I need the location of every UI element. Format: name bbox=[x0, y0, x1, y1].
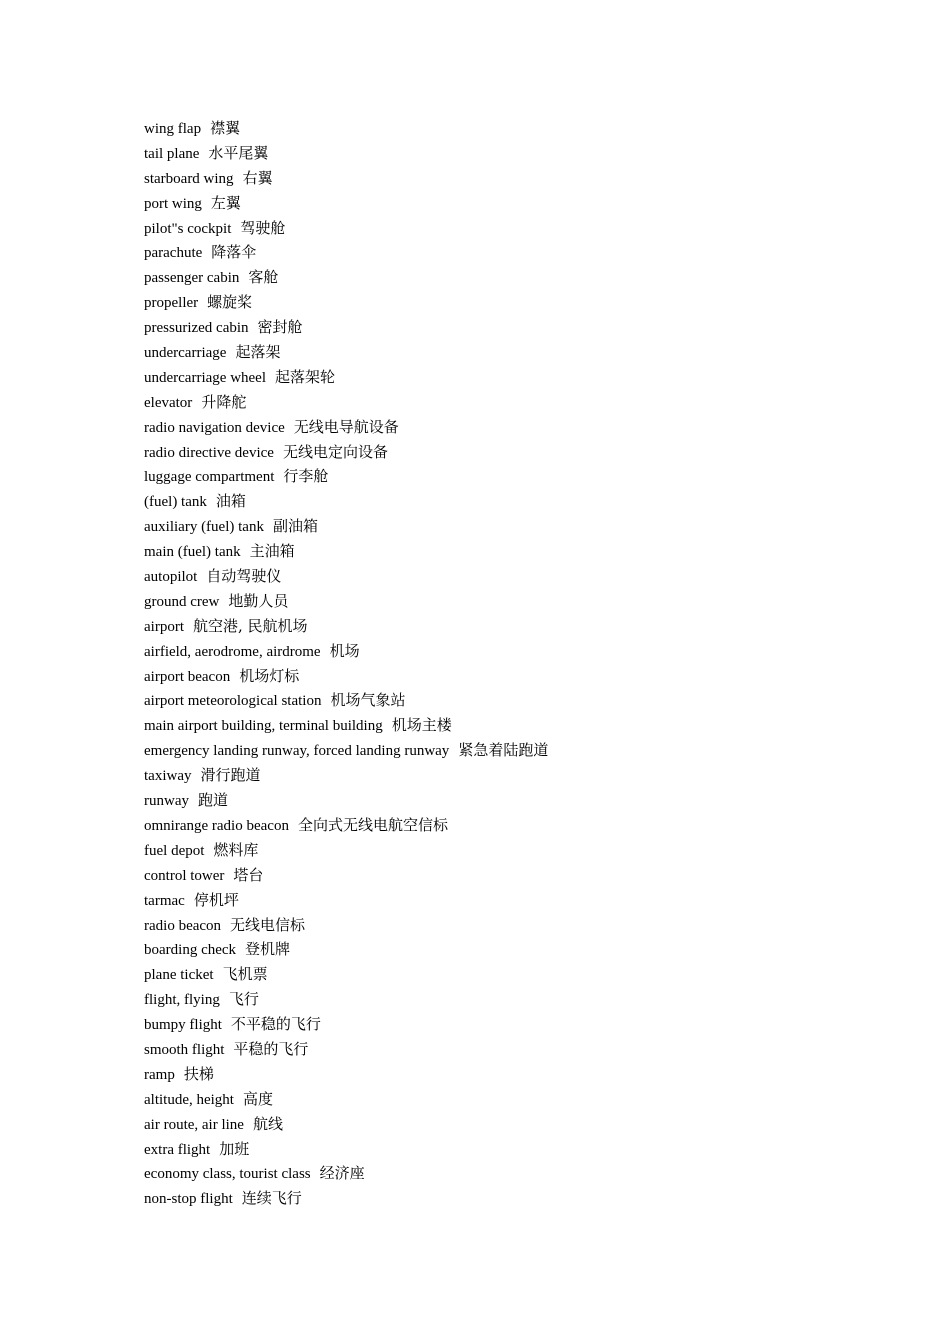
english-term: elevator bbox=[144, 394, 193, 411]
chinese-translation: 无线电定向设备 bbox=[282, 442, 388, 461]
english-term: port wing bbox=[144, 195, 202, 212]
english-term: omnirange radio beacon bbox=[144, 817, 289, 834]
chinese-translation: 燃料库 bbox=[213, 840, 259, 859]
english-term: control tower bbox=[144, 867, 225, 884]
chinese-translation: 机场灯标 bbox=[239, 666, 300, 685]
chinese-translation: 连续飞行 bbox=[241, 1189, 302, 1208]
english-term: propeller bbox=[144, 295, 199, 312]
chinese-translation: 跑道 bbox=[198, 791, 229, 810]
glossary-entry bbox=[144, 763, 548, 788]
glossary-entry bbox=[144, 166, 548, 191]
chinese-translation: 航空港, 民航机场 bbox=[192, 616, 308, 635]
chinese-translation: 飞机票 bbox=[222, 965, 268, 984]
glossary-entry bbox=[144, 913, 548, 938]
chinese-translation: 塔台 bbox=[233, 865, 264, 884]
english-term: starboard wing bbox=[144, 170, 234, 187]
chinese-translation: 经济座 bbox=[319, 1164, 365, 1183]
chinese-translation: 不平稳的飞行 bbox=[230, 1015, 321, 1034]
english-term: autopilot bbox=[144, 569, 198, 586]
glossary-entry bbox=[144, 1037, 548, 1062]
glossary-entry bbox=[144, 813, 548, 838]
english-term: boarding check bbox=[144, 942, 237, 959]
glossary-entry bbox=[144, 688, 548, 713]
chinese-translation: 副油箱 bbox=[272, 517, 318, 536]
english-term: air route, air line bbox=[144, 1116, 244, 1133]
english-term: pilot"s cockpit bbox=[144, 220, 232, 237]
english-term: (fuel) tank bbox=[144, 494, 207, 511]
glossary-list bbox=[144, 116, 548, 1211]
chinese-translation: 密封舱 bbox=[257, 318, 303, 337]
chinese-translation: 登机牌 bbox=[245, 940, 291, 959]
chinese-translation: 扶梯 bbox=[183, 1064, 214, 1083]
chinese-translation: 机场气象站 bbox=[330, 691, 406, 710]
english-term: altitude, height bbox=[144, 1091, 234, 1108]
chinese-translation: 滑行跑道 bbox=[200, 766, 261, 785]
glossary-entry bbox=[144, 962, 548, 987]
english-term: economy class, tourist class bbox=[144, 1166, 311, 1183]
chinese-translation: 加班 bbox=[219, 1139, 250, 1158]
glossary-entry bbox=[144, 838, 548, 863]
english-term: extra flight bbox=[144, 1141, 211, 1158]
glossary-entry bbox=[144, 788, 548, 813]
glossary-entry bbox=[144, 987, 548, 1012]
chinese-translation: 航线 bbox=[252, 1114, 283, 1133]
chinese-translation: 主油箱 bbox=[249, 542, 295, 561]
english-term: flight, flying bbox=[144, 992, 220, 1009]
chinese-translation: 螺旋桨 bbox=[207, 293, 253, 312]
glossary-entry bbox=[144, 937, 548, 962]
english-term: airport meteorological station bbox=[144, 693, 322, 710]
english-term: auxiliary (fuel) tank bbox=[144, 519, 264, 536]
chinese-translation: 飞行 bbox=[228, 990, 259, 1009]
english-term: fuel depot bbox=[144, 842, 205, 859]
chinese-translation: 襟翼 bbox=[210, 119, 241, 137]
glossary-entry bbox=[144, 489, 548, 514]
english-term: airfield, aerodrome, airdrome bbox=[144, 643, 321, 660]
english-term: tail plane bbox=[144, 145, 200, 162]
glossary-entry bbox=[144, 216, 548, 241]
english-term: plane ticket bbox=[144, 967, 214, 984]
glossary-entry bbox=[144, 1112, 548, 1137]
glossary-entry bbox=[144, 589, 548, 614]
english-term: runway bbox=[144, 793, 189, 810]
chinese-translation: 紧急着陆跑道 bbox=[458, 741, 549, 760]
glossary-entry bbox=[144, 1137, 548, 1162]
glossary-entry bbox=[144, 365, 548, 390]
chinese-translation: 机场主楼 bbox=[391, 716, 452, 735]
glossary-entry bbox=[144, 539, 548, 564]
chinese-translation: 高度 bbox=[242, 1089, 273, 1108]
english-term: main (fuel) tank bbox=[144, 544, 241, 561]
glossary-entry bbox=[144, 564, 548, 589]
english-term: radio beacon bbox=[144, 917, 222, 934]
english-term: bumpy flight bbox=[144, 1017, 222, 1034]
english-term: tarmac bbox=[144, 892, 185, 909]
glossary-entry bbox=[144, 1062, 548, 1087]
chinese-translation: 左翼 bbox=[210, 193, 241, 212]
glossary-entry bbox=[144, 315, 548, 340]
english-term: ground crew bbox=[144, 593, 220, 610]
chinese-translation: 地勤人员 bbox=[228, 591, 289, 610]
glossary-entry bbox=[144, 1161, 548, 1186]
chinese-translation: 客舱 bbox=[248, 268, 279, 287]
english-term: radio navigation device bbox=[144, 419, 285, 436]
chinese-translation: 平稳的飞行 bbox=[233, 1039, 309, 1058]
glossary-entry bbox=[144, 514, 548, 539]
glossary-entry bbox=[144, 240, 548, 265]
glossary-entry bbox=[144, 888, 548, 913]
glossary-entry bbox=[144, 415, 548, 440]
glossary-entry bbox=[144, 116, 548, 141]
glossary-entry bbox=[144, 1186, 548, 1211]
chinese-translation: 油箱 bbox=[215, 492, 246, 511]
glossary-entry bbox=[144, 1087, 548, 1112]
glossary-entry bbox=[144, 863, 548, 888]
chinese-translation: 水平尾翼 bbox=[208, 143, 269, 162]
glossary-entry bbox=[144, 191, 548, 216]
glossary-entry bbox=[144, 614, 548, 639]
chinese-translation: 右翼 bbox=[242, 168, 273, 187]
chinese-translation: 起落架轮 bbox=[275, 367, 336, 386]
english-term: taxiway bbox=[144, 768, 192, 785]
chinese-translation: 无线电信标 bbox=[230, 915, 306, 934]
glossary-entry bbox=[144, 664, 548, 689]
english-term: non-stop flight bbox=[144, 1191, 233, 1208]
chinese-translation: 停机坪 bbox=[193, 890, 239, 909]
glossary-entry bbox=[144, 713, 548, 738]
english-term: pressurized cabin bbox=[144, 320, 249, 337]
chinese-translation: 升降舵 bbox=[201, 392, 247, 411]
english-term: undercarriage bbox=[144, 345, 227, 362]
chinese-translation: 机场 bbox=[329, 641, 360, 660]
english-term: luggage compartment bbox=[144, 469, 275, 486]
english-term: parachute bbox=[144, 245, 203, 262]
chinese-translation: 驾驶舱 bbox=[240, 218, 286, 237]
chinese-translation: 自动驾驶仪 bbox=[206, 567, 282, 586]
glossary-entry bbox=[144, 340, 548, 365]
english-term: airport beacon bbox=[144, 668, 231, 685]
glossary-entry bbox=[144, 639, 548, 664]
english-term: wing flap bbox=[144, 121, 202, 137]
english-term: airport bbox=[144, 618, 184, 635]
glossary-entry bbox=[144, 440, 548, 465]
english-term: main airport building, terminal building bbox=[144, 718, 383, 735]
english-term: passenger cabin bbox=[144, 270, 240, 287]
chinese-translation: 无线电导航设备 bbox=[293, 417, 399, 436]
glossary-entry bbox=[144, 141, 548, 166]
glossary-entry bbox=[144, 390, 548, 415]
english-term: radio directive device bbox=[144, 444, 274, 461]
glossary-entry bbox=[144, 738, 548, 763]
chinese-translation: 行李舱 bbox=[283, 467, 329, 486]
glossary-entry bbox=[144, 1012, 548, 1037]
glossary-entry bbox=[144, 265, 548, 290]
glossary-entry bbox=[144, 464, 548, 489]
english-term: ramp bbox=[144, 1066, 175, 1083]
english-term: undercarriage wheel bbox=[144, 369, 267, 386]
english-term: smooth flight bbox=[144, 1041, 225, 1058]
english-term: emergency landing runway, forced landing runway bbox=[144, 743, 450, 760]
chinese-translation: 全向式无线电航空信标 bbox=[297, 815, 448, 834]
chinese-translation: 起落架 bbox=[235, 343, 281, 362]
chinese-translation: 降落伞 bbox=[211, 243, 257, 262]
glossary-entry bbox=[144, 290, 548, 315]
